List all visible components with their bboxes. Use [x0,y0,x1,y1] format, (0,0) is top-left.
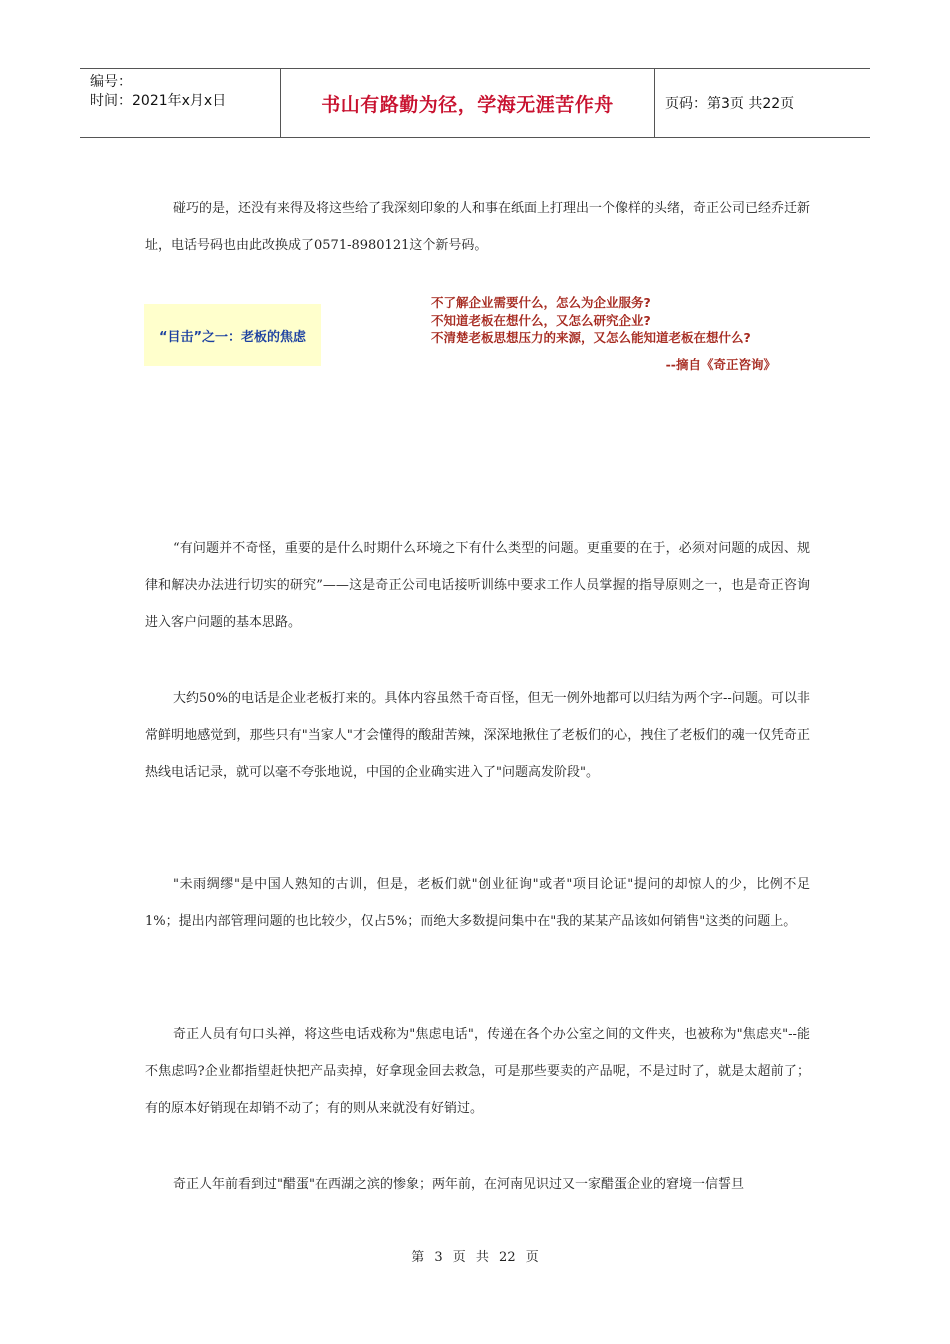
epigraph-quote [431,294,786,373]
header-page-info: 页码：第3页 共22页 [665,96,795,112]
paragraph-2: “有问题并不奇怪，重要的是什么时期什么环境之下有什么类型的问题。更重要的在于，必须对问题的成因、规律和解决办法进行切实的研究”——这是奇正公司电话接听训练中要求工作人员掌握的指导原则之一，也是奇正咨询进入客户问题的基本思路。 [145,541,810,630]
paragraph-4: "未雨绸缪"是中国人熟知的古训，但是，老板们就"创业征询"或者"项目论证"提问的却惊人的少，比例不足1%；提出内部管理问题的也比较少，仅占5%；而绝大多数提问集中在"我的某某产品该如何销售"这类的问题上。 [145,877,810,929]
header-motto-cell [281,69,655,137]
section-callout [144,304,321,366]
quote-line-2: 不知道老板在想什么，又怎么研究企业? [431,312,651,328]
header-motto: 书山有路勤为径，学海无涯苦作舟 [321,93,614,116]
header-meta [80,69,281,137]
document-date: 时间：2021年x月x日 [90,93,227,109]
header-page-info-cell [655,69,870,137]
paragraph-6: 奇正人年前看到过"醋蛋"在西湖之滨的惨象；两年前，在河南见识过又一家醋蛋企业的窘境一信誓旦 [173,1177,744,1192]
paragraph-3: 大约50%的电话是企业老板打来的。具体内容虽然千奇百怪，但无一例外地都可以归结为两个字--问题。可以非常鲜明地感觉到，那些只有"当家人"才会懂得的酸甜苦辣，深深地揪住了老板们的心，拽住了老板们的魂一仅凭奇正热线电话记录，就可以毫不夸张地说，中国的企业确实进入了"问题高发阶段"。 [145,691,810,780]
page-footer: 第 3 页 共 22 页 [411,1250,539,1265]
page-header [80,68,870,138]
paragraph-1: 碰巧的是，还没有来得及将这些给了我深刻印象的人和事在纸面上打理出一个像样的头绪，奇正公司已经乔迁新址，电话号码也由此改换成了0571-8980121这个新号码。 [145,201,811,253]
paragraph-5: 奇正人员有句口头禅，将这些电话戏称为"焦虑电话"，传递在各个办公室之间的文件夹，也被称为"焦虑夹"--能不焦虑吗?企业都指望赶快把产品卖掉，好拿现金回去救急，可是那些要卖的产品呢，不是过时了，就是太超前了；有的原本好销现在却销不动了；有的则从来就没有好销过。 [145,1027,810,1116]
quote-line-3: 不清楚老板思想压力的来源，又怎么能知道老板在想什么? [431,330,751,345]
document-number-label: 编号： [90,74,132,90]
quote-source: --摘自《奇正咨询》 [665,356,776,372]
quote-line-1: 不了解企业需要什么，怎么为企业服务? [431,295,651,310]
section-callout-title: “目击”之一：老板的焦虑 [158,329,307,345]
